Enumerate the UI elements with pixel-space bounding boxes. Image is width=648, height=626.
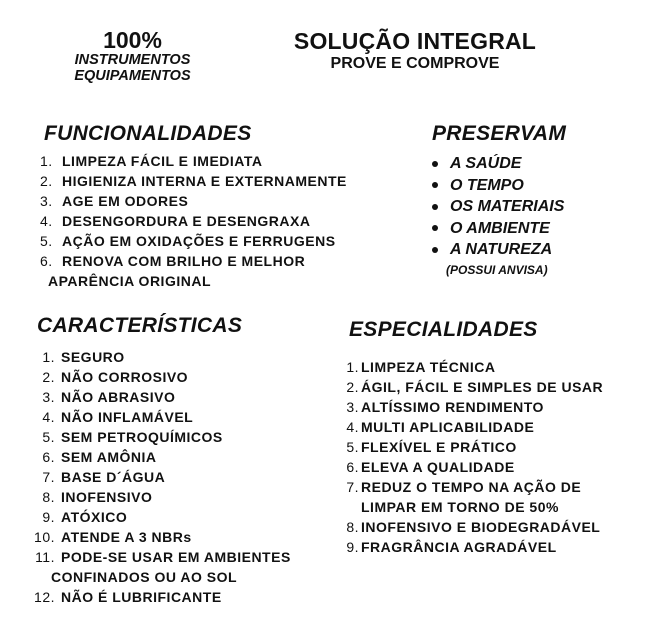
list-item: 9. FRAGRÂNCIA AGRADÁVEL (346, 539, 557, 555)
list-item: 3. AGE EM ODORES (40, 193, 189, 209)
list-item: 3. ALTÍSSIMO RENDIMENTO (346, 399, 544, 415)
bullet-icon (432, 182, 438, 188)
list-item: 4. NÃO INFLAMÁVEL (42, 409, 194, 425)
list-item: 6. RENOVA COM BRILHO E MELHOR APARÊNCIA ORIGINAL (40, 253, 306, 289)
bullet-icon (432, 225, 438, 231)
preservam-list (432, 153, 564, 261)
list-item: 3. NÃO ABRASIVO (42, 389, 176, 405)
preservam-title: PRESERVAM (432, 122, 567, 145)
list-item: 7. REDUZ O TEMPO NA AÇÃO DE LIMPAR EM TORNO DE 50% (346, 479, 582, 515)
list-item: 11. PODE-SE USAR EM AMBIENTES CONFINADOS OU AO SOL (35, 549, 291, 585)
list-item: 10. ATENDE A 3 NBRs (34, 529, 192, 545)
header-percent: 100% (103, 27, 162, 53)
funcionalidades-list (40, 151, 347, 291)
list-item: A NATUREZA (432, 239, 564, 261)
caracteristicas-title: CARACTERÍSTICAS (37, 314, 243, 337)
header-equipamentos: EQUIPAMENTOS (74, 68, 191, 84)
especialidades-list (341, 357, 603, 557)
list-item: O AMBIENTE (432, 218, 564, 240)
list-item: 6. SEM AMÔNIA (42, 449, 157, 465)
page-subtitle: PROVE E COMPROVE (330, 55, 500, 72)
anvisa-note: (POSSUI ANVISA) (446, 263, 548, 277)
list-item: 1. LIMPEZA TÉCNICA (346, 359, 496, 375)
list-item: 9. ATÓXICO (42, 509, 128, 525)
bullet-icon (432, 247, 438, 253)
list-item: 2. HIGIENIZA INTERNA E EXTERNAMENTE (40, 173, 347, 189)
header-left-block (40, 28, 225, 84)
list-item: 1. LIMPEZA FÁCIL E IMEDIATA (40, 153, 263, 169)
list-item: 8. INOFENSIVO (42, 489, 153, 505)
list-item: 4. MULTI APLICABILIDADE (346, 419, 535, 435)
page-title: SOLUÇÃO INTEGRAL (293, 28, 537, 54)
list-item: 4. DESENGORDURA E DESENGRAXA (40, 213, 311, 229)
list-item: 5. FLEXÍVEL E PRÁTICO (346, 439, 517, 455)
header-instrumentos: INSTRUMENTOS (74, 52, 191, 68)
especialidades-title: ESPECIALIDADES (349, 318, 538, 341)
list-item: OS MATERIAIS (432, 196, 564, 218)
list-item: A SAÚDE (432, 153, 564, 175)
list-item: 5. SEM PETROQUÍMICOS (42, 429, 223, 445)
list-item: 2. ÁGIL, FÁCIL E SIMPLES DE USAR (346, 379, 604, 395)
list-item: 6. ELEVA A QUALIDADE (346, 459, 515, 475)
list-item: 12. NÃO É LUBRIFICANTE (34, 589, 222, 605)
funcionalidades-title: FUNCIONALIDADES (44, 122, 252, 145)
header-right-block (275, 28, 555, 74)
bullet-icon (432, 161, 438, 167)
list-item: 2. NÃO CORROSIVO (42, 369, 189, 385)
list-item: 7. BASE D´ÁGUA (42, 469, 166, 485)
caracteristicas-list (27, 347, 291, 607)
list-item: 5. AÇÃO EM OXIDAÇÕES E FERRUGENS (40, 233, 336, 249)
bullet-icon (432, 204, 438, 210)
list-item: O TEMPO (432, 175, 564, 197)
list-item: 1. SEGURO (42, 349, 125, 365)
list-item: 8. INOFENSIVO E BIODEGRADÁVEL (346, 519, 601, 535)
